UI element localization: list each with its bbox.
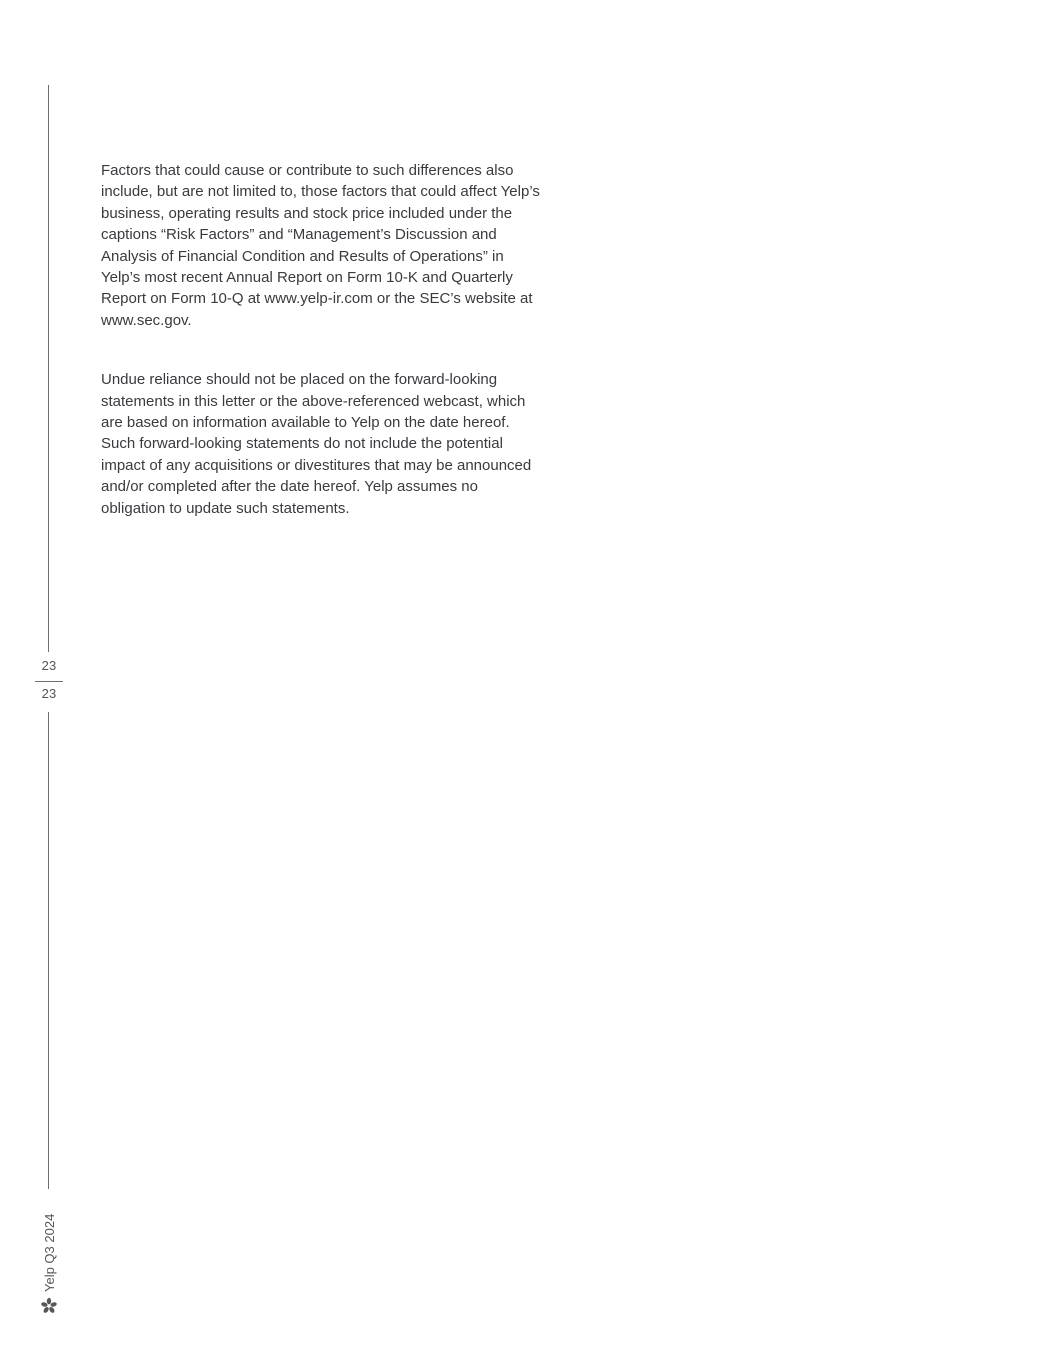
page-number-divider <box>35 681 63 682</box>
page-number-current: 23 <box>41 658 57 673</box>
footer-brand <box>40 1200 60 1315</box>
side-rail-top <box>48 85 49 652</box>
body-text <box>101 160 546 519</box>
brand-label: Yelp Q3 2024 <box>42 1213 57 1292</box>
side-rail-bottom <box>48 712 49 1189</box>
yelp-burst-icon <box>40 1297 58 1315</box>
page-number-total: 23 <box>41 686 57 701</box>
paragraph-undue-reliance: Undue reliance should not be placed on the forward-looking statements in this letter or the above-referenced webcast, which are based on information available to Yelp on the date hereof. Such forward-looking statements do not include the potential impact of any acquisitions or divestitures that may be announced and/or completed after the date hereof. Yelp assumes no obligation to update such statements. <box>101 371 532 517</box>
paragraph-risk-factors: Factors that could cause or contribute to such differences also include, but are not limited to, those factors that could affect Yelp’s business, operating results and stock price included under the captions “Risk Factors” and “Management’s Discussion and Analysis of Financial Condition and Results of Operations” in Yelp’s most recent Annual Report on Form 10-K and Quarterly Report on Form 10-Q at www.yelp-ir.com or the SEC’s website at www.sec.gov. <box>101 162 540 329</box>
